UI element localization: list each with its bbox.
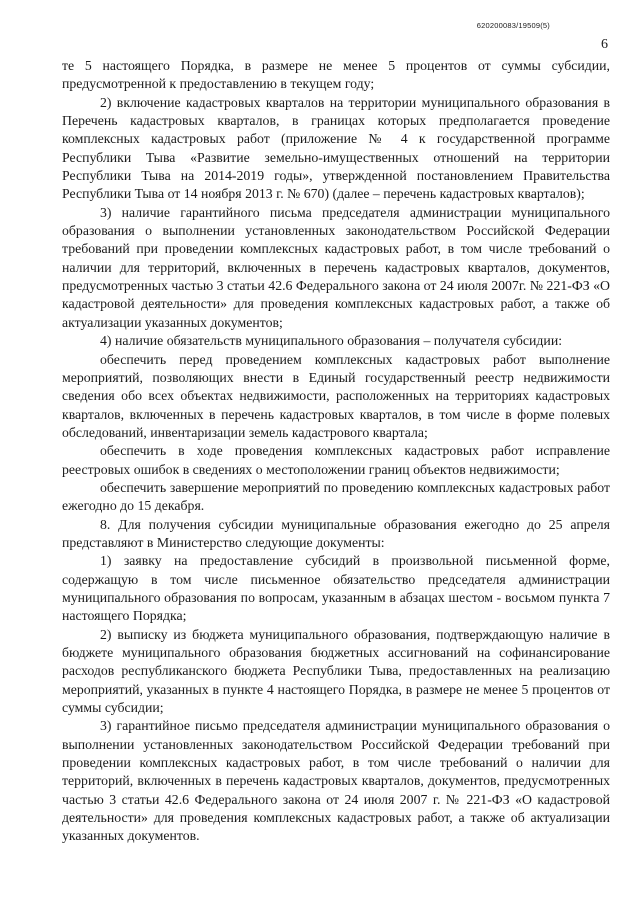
document-number: 620200083/19509(5) xyxy=(476,21,550,30)
paragraph-item-3: 3) наличие гарантийного письма председателя администрации муниципального образования о выполнении установленных законодательством Российской Федерации требований при проведении комплексных кадастровых работ, в том числе требований о наличии для территорий, включенных в перечень кадастровых кварталов, документов, предусмотренных частью 3 статьи 42.6 Федерального закона от 24 июля 2007г. № 221-ФЗ «О кадастровой деятельности» для проведения комплексных кадастровых работ, а также об актуализации указанных документов; xyxy=(62,204,610,330)
paragraph-doc-3: 3) гарантийное письмо председателя администрации муниципального образования о выполнении установленных законодательством Российской Федерации требований при проведении комплексных кадастровых работ, в том числе требований о наличии для территорий, включенных в перечень кадастровых кварталов, документов, предусмотренных частью 3 статьи 42.6 Федерального закона от 24 июля 2007 г. № 221-ФЗ «О кадастровой деятельности» для проведения комплексных кадастровых работ, а также об актуализации указанных документов. xyxy=(62,718,610,844)
paragraph-item-4: 4) наличие обязательств муниципального образования – получателя субсидии: xyxy=(100,333,563,349)
paragraph-obligation-3: обеспечить завершение мероприятий по проведению комплексных кадастровых работ ежегодно до 15 декабря. xyxy=(62,479,610,514)
paragraph-obligation-1: обеспечить перед проведением комплексных кадастровых работ выполнение мероприятий, позволяющих внести в Единый государственный реестр недвижимости сведения обо всех объектах недвижимости, расположенных на территориях кадастровых кварталов, включенных в перечень кадастровых кварталов, в том числе в форме полевых обследований, инвентаризации земель кадастрового квартала; xyxy=(62,351,610,440)
paragraph-obligation-2: обеспечить в ходе проведения комплексных кадастровых работ исправление реестровых ошибок в сведениях о местоположении границ объектов недвижимости; xyxy=(62,443,610,477)
paragraph-section-8: 8. Для получения субсидии муниципальные образования ежегодно до 25 апреля представляют в Министерство следующие документы: xyxy=(62,516,610,550)
paragraph-doc-2: 2) выписку из бюджета муниципального образования, подтверждающую наличие в бюджете муниципального образования бюджетных ассигнований на софинансирование расходов республиканского бюджета Республики Тыва, предоставленных на реализацию мероприятий, указанных в пункте 4 настоящего Порядка, в размере не менее 5 процентов от суммы субсидии; xyxy=(62,626,610,716)
paragraph-item-2: 2) включение кадастровых кварталов на территории муниципального образования в Перечень кадастровых кварталов, в границах которых предполагается проведение комплексных кадастровых работ (приложение № 4 к государственной программе Республики Тыва «Развитие земельно-имущественных отношений на территории Республики Тыва на 2014-2019 годы», утвержденной постановлением Правительства Республики Тыва от 14 ноября 2013 г. № 670) (далее – перечень кадастровых кварталов); xyxy=(62,94,610,202)
paragraph-continuation: те 5 настоящего Порядка, в размере не менее 5 процентов от суммы субсидии, предусмотренной к предоставлению в текущем году; xyxy=(62,58,610,92)
page-number: 6 xyxy=(601,37,608,52)
paragraph-doc-1: 1) заявку на предоставление субсидий в произвольной письменной форме, содержащую в том числе письменное обязательство председателя администрации муниципального образования по вопросам, указанным в абзацах шестом - восьмом пункта 7 настоящего Порядка; xyxy=(62,553,610,624)
document-body xyxy=(62,57,610,846)
